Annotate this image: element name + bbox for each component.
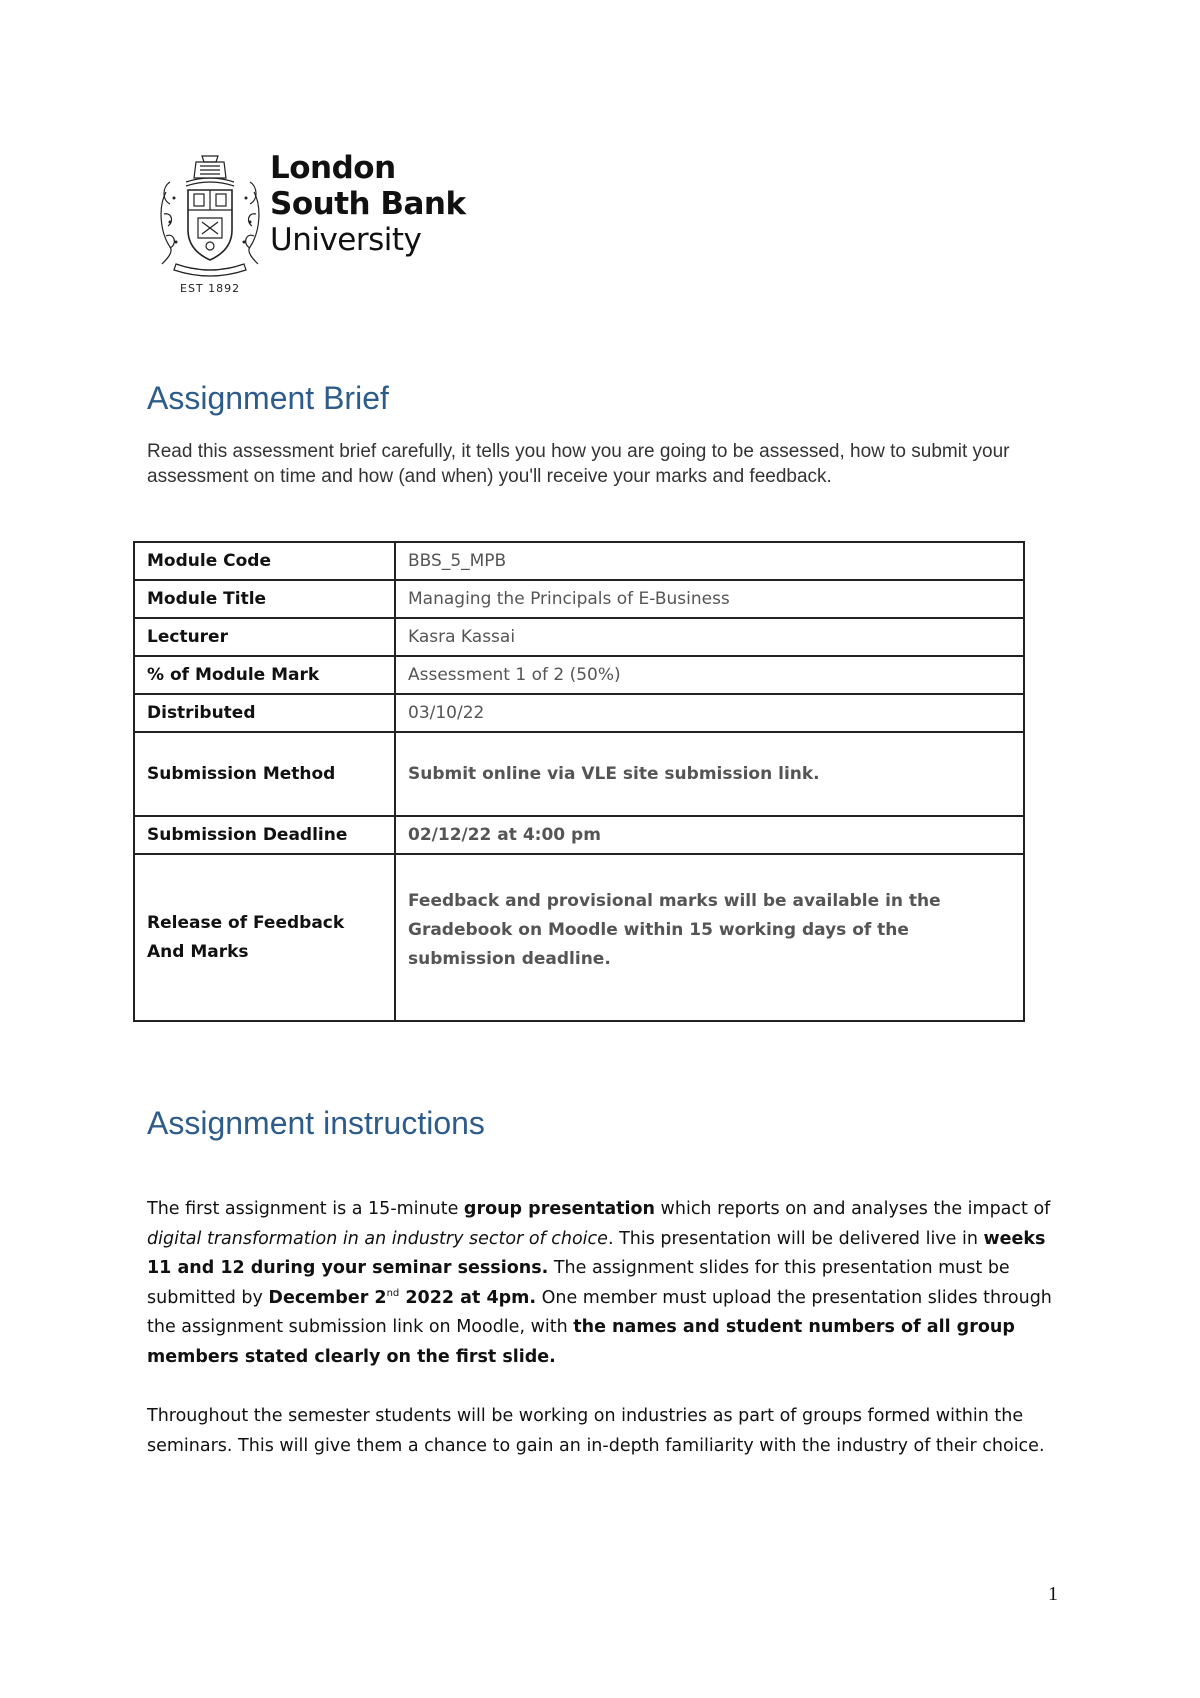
row-label: Submission Deadline: [134, 816, 395, 854]
bold-run: group presentation: [463, 1199, 655, 1219]
text-run: which reports on and analyses the impact of: [654, 1199, 1051, 1219]
row-label: Lecturer: [134, 618, 395, 656]
row-label: % of Module Mark: [134, 656, 395, 694]
bold-run: 2022 at 4pm.: [399, 1287, 537, 1308]
text-run: . This presentation will be delivered live in: [607, 1228, 984, 1249]
wordmark-line-2: South Bank: [270, 186, 466, 222]
row-value: 03/10/22: [395, 694, 1024, 732]
row-value: 02/12/22 at 4:00 pm: [395, 816, 1024, 854]
row-value: BBS_5_MPB: [395, 542, 1024, 580]
coat-of-arms-icon: [156, 152, 264, 280]
row-label: Module Code: [134, 542, 395, 580]
bold-run: weeks 11 and 12 during your seminar sessions.: [147, 1228, 1046, 1278]
table-row: [134, 542, 1024, 580]
module-details-table: [133, 541, 1025, 1022]
row-label: Module Title: [134, 580, 395, 618]
row-value: Assessment 1 of 2 (50%): [395, 656, 1024, 694]
row-value: Feedback and provisional marks will be available in the Gradebook on Moodle within 15 working days of the submission deadline.: [395, 854, 1024, 1021]
instructions-paragraph-1: [147, 1195, 1067, 1372]
row-value: Managing the Principals of E-Business: [395, 580, 1024, 618]
bold-run: December 2: [268, 1287, 387, 1308]
university-logo: [150, 148, 480, 298]
table-row: [134, 732, 1024, 816]
wordmark-line-1: London: [270, 150, 396, 186]
text-run: The assignment slides for this presentation must be submitted by: [147, 1258, 1010, 1308]
row-label: Release of Feedback And Marks: [134, 854, 395, 1021]
wordmark-line-3: University: [270, 222, 422, 258]
text-run: The first assignment is a 15-minute: [147, 1199, 464, 1219]
page-number: 1: [1048, 1583, 1058, 1605]
established-year: EST 1892: [180, 282, 241, 295]
table-row: [134, 656, 1024, 694]
table-row: [134, 580, 1024, 618]
university-wordmark: [270, 150, 466, 258]
row-value: Submit online via VLE site submission link.: [395, 732, 1024, 816]
assignment-brief-heading: Assignment Brief: [147, 380, 389, 416]
table-row: [134, 816, 1024, 854]
instructions-paragraph-2: Throughout the semester students will be working on industries as part of groups formed within the seminars. This will give them a chance to gain an in-depth familiarity with the industry of their choice.: [147, 1406, 1045, 1456]
table-row: [134, 694, 1024, 732]
assignment-instructions-heading: Assignment instructions: [147, 1105, 485, 1141]
bold-run: the names and student numbers of all group members stated clearly on the first slide.: [147, 1317, 1015, 1367]
row-label: Distributed: [134, 694, 395, 732]
assignment-brief-intro: Read this assessment brief carefully, it tells you how you are going to be assessed, how to submit your assessment on time and how (and when) you'll receive your marks and feedback.: [147, 441, 1010, 487]
row-label: Submission Method: [134, 732, 395, 816]
table-row: [134, 854, 1024, 1021]
table-row: [134, 618, 1024, 656]
text-run: One member must upload the presentation slides through the assignment submission link on Moodle, with: [147, 1287, 1052, 1337]
row-value: Kasra Kassai: [395, 618, 1024, 656]
italic-run: digital transformation in an industry sector of choice: [147, 1228, 608, 1249]
superscript: nd: [386, 1287, 400, 1299]
